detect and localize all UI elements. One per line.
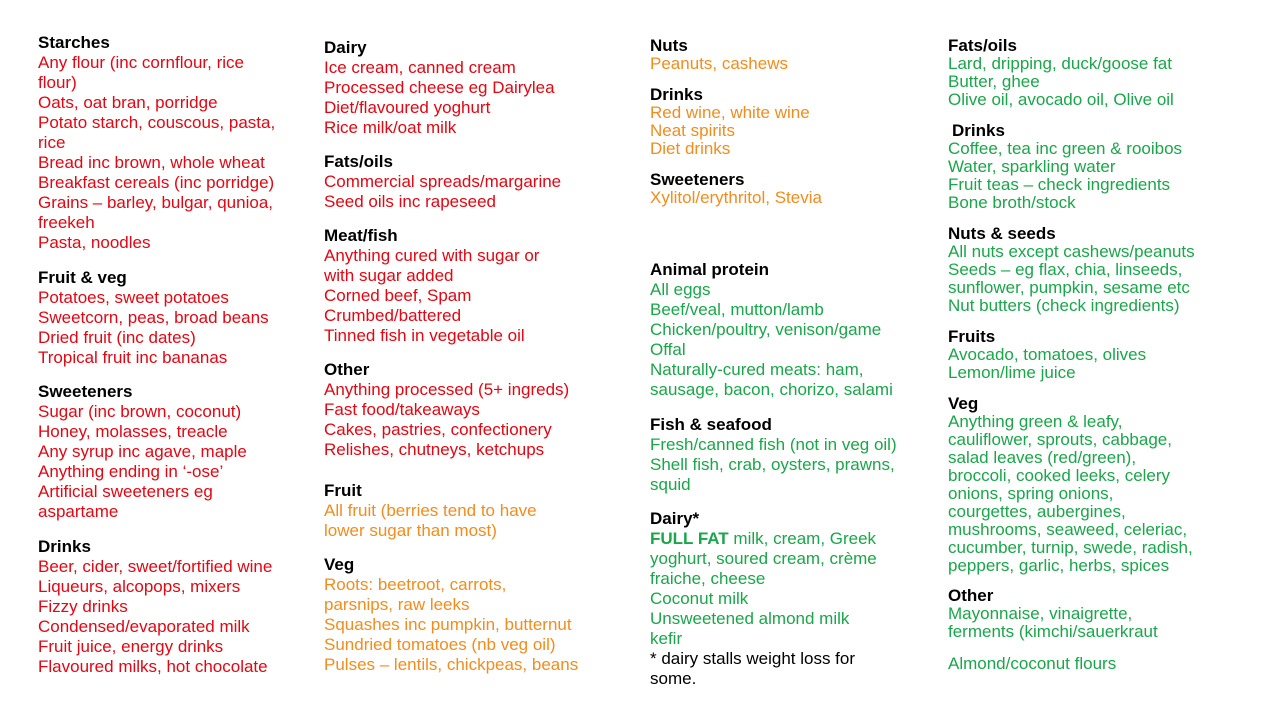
list-item: Processed cheese eg Dairylea bbox=[324, 78, 555, 97]
list-item: Fruit teas – check ingredients bbox=[948, 175, 1171, 194]
list-item: Roots: beetroot, carrots, bbox=[324, 575, 507, 594]
list-item: Shell fish, crab, oysters, prawns, bbox=[650, 455, 895, 474]
section-dairy bbox=[324, 38, 555, 138]
section-dairy-good bbox=[650, 509, 877, 689]
list-item: broccoli, cooked leeks, celery bbox=[948, 466, 1171, 485]
list-item: Crumbed/battered bbox=[324, 306, 462, 325]
list-item: All fruit (berries tend to have bbox=[324, 501, 537, 520]
section-heading: Other bbox=[948, 586, 994, 605]
list-item: Tropical fruit inc bananas bbox=[38, 348, 228, 367]
list-item: Corned beef, Spam bbox=[324, 286, 472, 305]
section-heading: Animal protein bbox=[650, 260, 770, 279]
list-item: Oats, oat bran, porridge bbox=[38, 93, 218, 112]
list-item: Coffee, tea inc green & rooibos bbox=[948, 139, 1183, 158]
list-item: Tinned fish in vegetable oil bbox=[324, 326, 525, 345]
list-item: Anything green & leafy, bbox=[948, 412, 1123, 431]
list-item: Sugar (inc brown, coconut) bbox=[38, 402, 242, 421]
section-nuts-seeds bbox=[948, 225, 1195, 315]
section-heading: Drinks bbox=[952, 121, 1005, 140]
list-item: ferments (kimchi/sauerkraut bbox=[948, 622, 1158, 641]
section-heading: Sweeteners bbox=[38, 382, 133, 401]
section-heading: Fruit & veg bbox=[38, 268, 127, 287]
list-item: Bread inc brown, whole wheat bbox=[38, 153, 265, 172]
section-heading: Dairy* bbox=[650, 509, 700, 528]
list-item: sunflower, pumpkin, sesame etc bbox=[948, 278, 1190, 297]
section-sweeteners bbox=[38, 382, 247, 522]
list-item: Beer, cider, sweet/fortified wine bbox=[38, 557, 273, 576]
list-item: peppers, garlic, herbs, spices bbox=[948, 556, 1170, 575]
section-heading: Fish & seafood bbox=[650, 415, 772, 434]
list-item: Coconut milk bbox=[650, 589, 749, 608]
list-item: aspartame bbox=[38, 502, 119, 521]
section-animal-protein bbox=[650, 260, 893, 400]
list-item: Fast food/takeaways bbox=[324, 400, 480, 419]
list-item: Potatoes, sweet potatoes bbox=[38, 288, 229, 307]
list-item: Chicken/poultry, venison/game bbox=[650, 320, 882, 339]
section-drinks bbox=[38, 537, 272, 677]
list-item: Almond/coconut flours bbox=[948, 654, 1117, 673]
section-heading: Dairy bbox=[324, 38, 367, 57]
dairy-note: * dairy stalls weight loss for bbox=[650, 649, 856, 668]
list-item: Cakes, pastries, confectionery bbox=[324, 420, 552, 439]
list-item: Xylitol/erythritol, Stevia bbox=[650, 188, 822, 207]
section-heading: Meat/fish bbox=[324, 226, 398, 245]
section-fish-seafood bbox=[650, 415, 897, 495]
list-item: rice bbox=[38, 133, 66, 152]
list-item: Seed oils inc rapeseed bbox=[324, 192, 497, 211]
list-item: Fruit juice, energy drinks bbox=[38, 637, 224, 656]
list-item: Ice cream, canned cream bbox=[324, 58, 516, 77]
section-heading: Fruit bbox=[324, 481, 362, 500]
list-item: Commercial spreads/margarine bbox=[324, 172, 562, 191]
section-heading: Fats/oils bbox=[324, 152, 393, 171]
list-item: Sundried tomatoes (nb veg oil) bbox=[324, 635, 556, 654]
section-heading: Drinks bbox=[38, 537, 91, 556]
section-heading: Other bbox=[324, 360, 370, 379]
list-item: Diet/flavoured yoghurt bbox=[324, 98, 491, 117]
list-item: Seeds – eg flax, chia, linseeds, bbox=[948, 260, 1183, 279]
list-item: Any syrup inc agave, maple bbox=[38, 442, 247, 461]
section-heading: Sweeteners bbox=[650, 170, 745, 189]
list-item: Any flour (inc cornflour, rice bbox=[38, 53, 244, 72]
section-heading: Nuts & seeds bbox=[948, 224, 1056, 243]
list-item: Flavoured milks, hot chocolate bbox=[38, 657, 268, 676]
list-item: Beef/veal, mutton/lamb bbox=[650, 300, 824, 319]
list-item: sausage, bacon, chorizo, salami bbox=[650, 380, 893, 399]
dairy-note: some. bbox=[650, 669, 697, 688]
full-fat-label: FULL FAT bbox=[650, 529, 729, 548]
list-item: cucumber, turnip, swede, radish, bbox=[948, 538, 1193, 557]
list-item: Breakfast cereals (inc porridge) bbox=[38, 173, 275, 192]
list-item: Fizzy drinks bbox=[38, 597, 128, 616]
list-item: Red wine, white wine bbox=[650, 103, 810, 122]
list-item: Relishes, chutneys, ketchups bbox=[324, 440, 545, 459]
section-veg bbox=[324, 555, 578, 675]
list-item: kefir bbox=[650, 629, 683, 648]
section-heading: Veg bbox=[324, 555, 355, 574]
list-item: parsnips, raw leeks bbox=[324, 595, 470, 614]
section-heading: Drinks bbox=[650, 85, 703, 104]
list-item: salad leaves (red/green), bbox=[948, 448, 1137, 467]
section-drinks-good bbox=[948, 122, 1182, 212]
list-item: Bone broth/stock bbox=[948, 193, 1076, 212]
section-other bbox=[324, 360, 569, 460]
list-item: Nut butters (check ingredients) bbox=[948, 296, 1180, 315]
list-item: Unsweetened almond milk bbox=[650, 609, 850, 628]
list-item: Honey, molasses, treacle bbox=[38, 422, 228, 441]
list-item: Lard, dripping, duck/goose fat bbox=[948, 54, 1172, 73]
list-item: Anything processed (5+ ingreds) bbox=[324, 380, 570, 399]
section-heading: Starches bbox=[38, 33, 110, 52]
list-item: All nuts except cashews/peanuts bbox=[948, 242, 1195, 261]
list-item: squid bbox=[650, 475, 691, 494]
section-heading: Nuts bbox=[650, 36, 688, 55]
list-item: flour) bbox=[38, 73, 77, 92]
list-item: Anything ending in ‘-ose’ bbox=[38, 462, 224, 481]
list-item: Lemon/lime juice bbox=[948, 363, 1076, 382]
list-item: Mayonnaise, vinaigrette, bbox=[948, 604, 1133, 623]
section-flours bbox=[948, 655, 1116, 673]
list-item: Offal bbox=[650, 340, 686, 359]
section-fruits bbox=[948, 328, 1146, 382]
section-starches bbox=[38, 33, 275, 253]
section-nuts bbox=[650, 37, 788, 73]
list-item: Dried fruit (inc dates) bbox=[38, 328, 196, 347]
section-drinks-moderate bbox=[650, 86, 810, 158]
list-item: Water, sparkling water bbox=[948, 157, 1116, 176]
list-item: Fresh/canned fish (not in veg oil) bbox=[650, 435, 897, 454]
list-item: mushrooms, seaweed, celeriac, bbox=[948, 520, 1188, 539]
section-sweeteners-moderate bbox=[650, 171, 822, 207]
section-heading: Veg bbox=[948, 394, 979, 413]
list-item: with sugar added bbox=[324, 266, 454, 285]
list-item: All eggs bbox=[650, 280, 711, 299]
list-item: Diet drinks bbox=[650, 139, 731, 158]
list-item: cauliflower, sprouts, cabbage, bbox=[948, 430, 1172, 449]
list-item: Liqueurs, alcopops, mixers bbox=[38, 577, 241, 596]
list-item: Condensed/evaporated milk bbox=[38, 617, 250, 636]
list-item: Peanuts, cashews bbox=[650, 54, 788, 73]
section-heading: Fruits bbox=[948, 327, 996, 346]
list-item: freekeh bbox=[38, 213, 95, 232]
list-item: Anything cured with sugar or bbox=[324, 246, 540, 265]
list-item: Butter, ghee bbox=[948, 72, 1040, 91]
section-meat-fish bbox=[324, 226, 539, 346]
section-heading: Fats/oils bbox=[948, 36, 1017, 55]
list-item: Naturally-cured meats: ham, bbox=[650, 360, 864, 379]
list-item: onions, spring onions, bbox=[948, 484, 1114, 503]
list-item: lower sugar than most) bbox=[324, 521, 497, 540]
section-other-good bbox=[948, 587, 1158, 641]
list-item: Grains – barley, bulgar, qunioa, bbox=[38, 193, 273, 212]
section-fats-oils bbox=[324, 152, 561, 212]
list-item bbox=[650, 529, 877, 549]
full-fat-rest: milk, cream, Greek bbox=[728, 529, 877, 548]
list-item: Sweetcorn, peas, broad beans bbox=[38, 308, 269, 327]
list-item: Olive oil, avocado oil, Olive oil bbox=[948, 90, 1174, 109]
section-fats-oils-good bbox=[948, 37, 1174, 109]
list-item: Artificial sweeteners eg bbox=[38, 482, 213, 501]
list-item: Avocado, tomatoes, olives bbox=[948, 345, 1147, 364]
list-item: courgettes, aubergines, bbox=[948, 502, 1126, 521]
list-item: Pulses – lentils, chickpeas, beans bbox=[324, 655, 579, 674]
section-veg-good bbox=[948, 395, 1193, 575]
list-item: Pasta, noodles bbox=[38, 233, 151, 252]
list-item: Neat spirits bbox=[650, 121, 736, 140]
list-item: Potato starch, couscous, pasta, bbox=[38, 113, 276, 132]
section-fruit-veg bbox=[38, 268, 269, 368]
section-fruit bbox=[324, 481, 537, 541]
list-item: Rice milk/oat milk bbox=[324, 118, 457, 137]
list-item: fraiche, cheese bbox=[650, 569, 766, 588]
list-item: Squashes inc pumpkin, butternut bbox=[324, 615, 572, 634]
list-item: yoghurt, soured cream, crème bbox=[650, 549, 877, 568]
